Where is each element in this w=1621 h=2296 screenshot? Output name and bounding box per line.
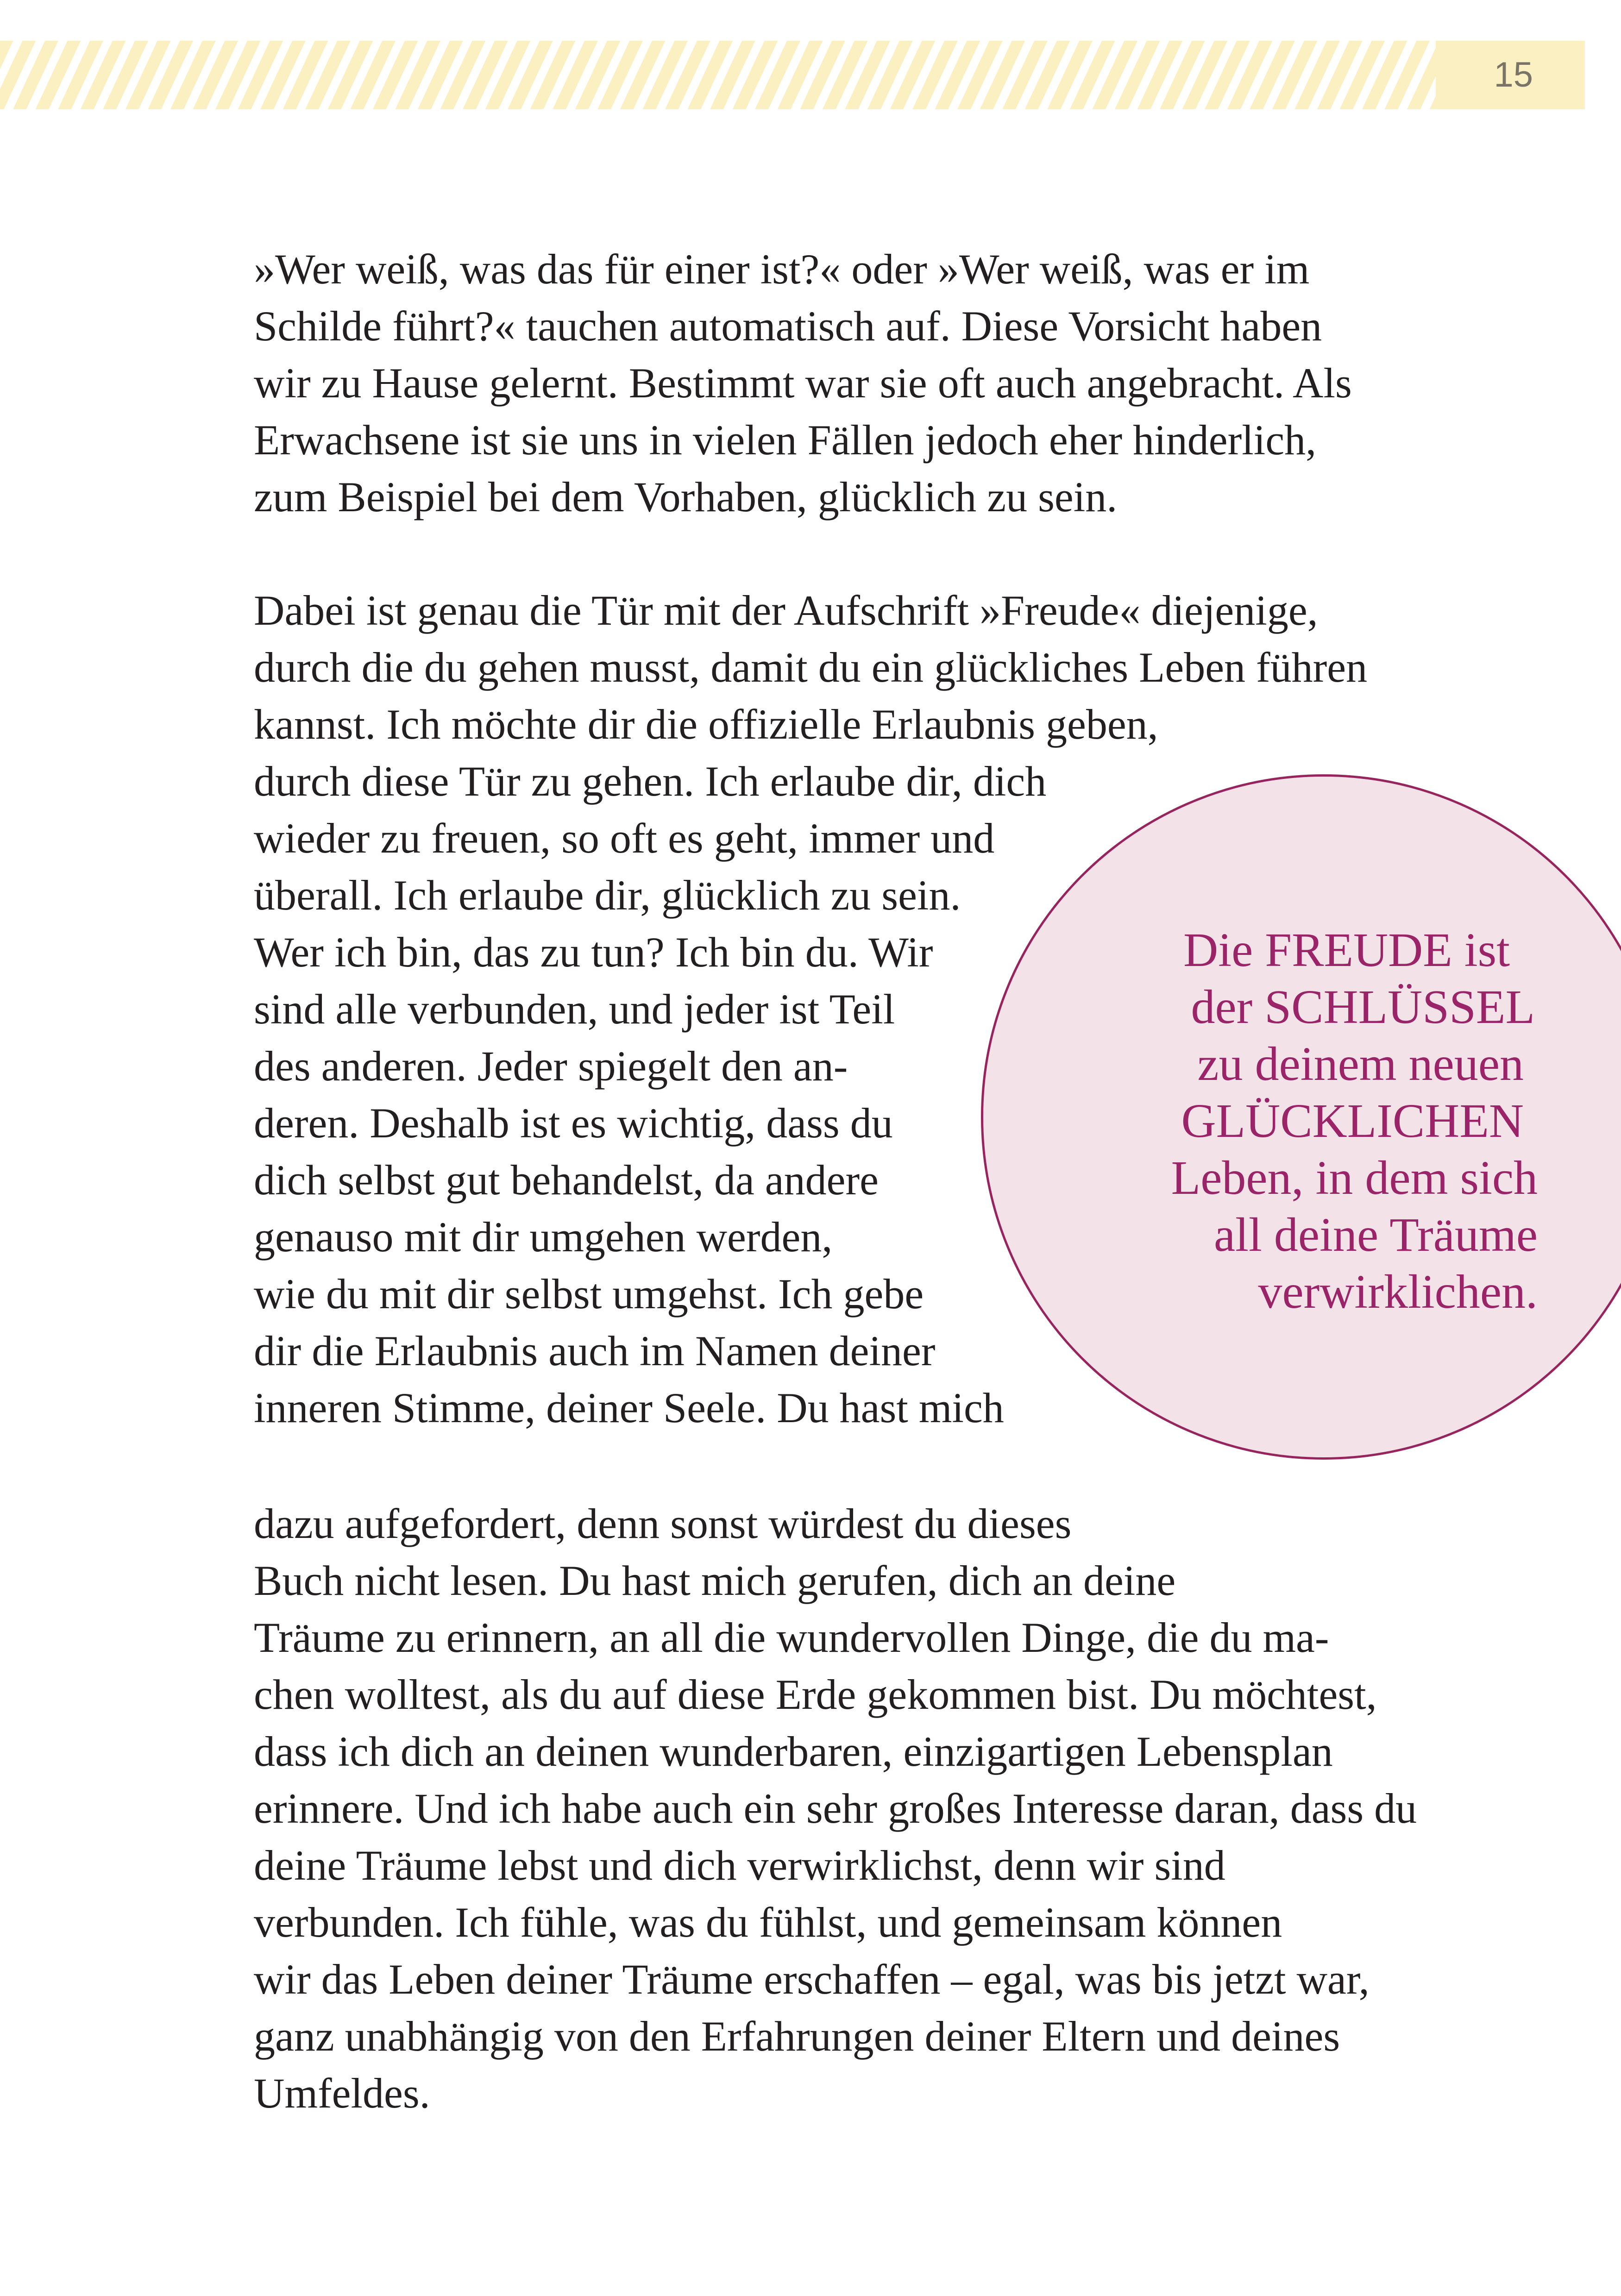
text-line: durch die du gehen musst, damit du ein glückliches Leben führen bbox=[254, 644, 1368, 691]
text-line: dich selbst gut behandelst, da andere bbox=[254, 1156, 879, 1204]
text-line: genauso mit dir umgehen werden, bbox=[254, 1213, 833, 1261]
text-line: Wer ich bin, das zu tun? Ich bin du. Wir bbox=[254, 928, 933, 976]
text-line: wie du mit dir selbst umgehst. Ich gebe bbox=[254, 1270, 924, 1317]
callout-line: verwirklichen. bbox=[1258, 1265, 1538, 1318]
text-line: sind alle verbunden, und jeder ist Teil bbox=[254, 985, 895, 1033]
text-line: inneren Stimme, deiner Seele. Du hast mich bbox=[254, 1384, 1004, 1431]
text-line: verbunden. Ich fühle, was du fühlst, und gemeinsam können bbox=[254, 1899, 1282, 1946]
text-line: durch diese Tür zu gehen. Ich erlaube dir, dich bbox=[254, 758, 1047, 805]
text-line: deren. Deshalb ist es wichtig, dass du bbox=[254, 1099, 893, 1147]
decorative-header-band bbox=[0, 41, 1585, 109]
paragraph-1 bbox=[254, 241, 1352, 526]
text-line: Umfeldes. bbox=[254, 2070, 430, 2117]
text-line: dass ich dich an deinen wunderbaren, einzigartigen Lebensplan bbox=[254, 1728, 1333, 1775]
text-line: dir die Erlaubnis auch im Namen deiner bbox=[254, 1327, 936, 1374]
text-line: Träume zu erinnern, an all die wundervollen Dinge, die du ma- bbox=[254, 1614, 1329, 1661]
callout-line: all deine Träume bbox=[1213, 1208, 1538, 1261]
text-line: erinnere. Und ich habe auch ein sehr großes Interesse daran, dass du bbox=[254, 1785, 1417, 1832]
text-line: wieder zu freuen, so oft es geht, immer und bbox=[254, 815, 995, 862]
text-line: »Wer weiß, was das für einer ist?« oder »Wer weiß, was er im bbox=[254, 245, 1310, 293]
paragraph-3 bbox=[254, 1495, 1417, 2122]
callout-line: GLÜCKLICHEN bbox=[1181, 1094, 1524, 1148]
text-line: Erwachsene ist sie uns in vielen Fällen jedoch eher hinderlich, bbox=[254, 416, 1317, 464]
text-line: deine Träume lebst und dich verwirklichst, denn wir sind bbox=[254, 1842, 1225, 1889]
text-line: Buch nicht lesen. Du hast mich gerufen, dich an deine bbox=[254, 1557, 1176, 1604]
callout-line: der SCHLÜSSEL bbox=[1191, 980, 1535, 1034]
callout-line: Die FREUDE ist bbox=[1183, 923, 1510, 977]
text-line: kannst. Ich möchte dir die offizielle Erlaubnis geben, bbox=[254, 701, 1158, 748]
text-line: zum Beispiel bei dem Vorhaben, glücklich zu sein. bbox=[254, 473, 1118, 521]
page-number: 15 bbox=[1494, 55, 1533, 94]
text-line: Dabei ist genau die Tür mit der Aufschrift »Freude« diejenige, bbox=[254, 587, 1318, 634]
text-line: überall. Ich erlaube dir, glücklich zu sein. bbox=[254, 872, 961, 919]
text-line: dazu aufgefordert, denn sonst würdest du dieses bbox=[254, 1500, 1072, 1547]
text-line: wir das Leben deiner Träume erschaffen – egal, was bis jetzt war, bbox=[254, 1956, 1370, 2003]
callout-line: Leben, in dem sich bbox=[1171, 1151, 1538, 1204]
text-line: chen wolltest, als du auf diese Erde gekommen bist. Du möchtest, bbox=[254, 1671, 1377, 1718]
text-line: wir zu Hause gelernt. Bestimmt war sie oft auch angebracht. Als bbox=[254, 359, 1352, 407]
callout-line: zu deinem neuen bbox=[1197, 1037, 1524, 1091]
text-line: Schilde führt?« tauchen automatisch auf. Diese Vorsicht haben bbox=[254, 302, 1322, 350]
text-line: des anderen. Jeder spiegelt den an- bbox=[254, 1042, 848, 1090]
callout-quote bbox=[1047, 922, 1538, 1320]
text-line: ganz unabhängig von den Erfahrungen deiner Eltern und deines bbox=[254, 2013, 1340, 2060]
